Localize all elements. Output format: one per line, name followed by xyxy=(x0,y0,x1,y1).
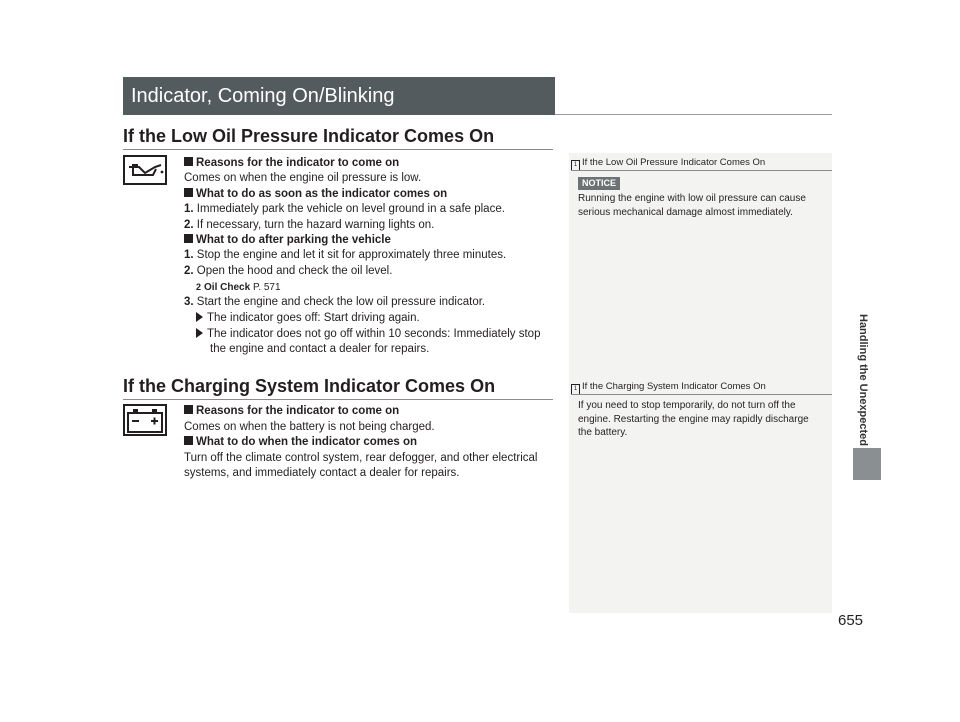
square-bullet-icon xyxy=(184,234,193,243)
charging-note-heading: 1 If the Charging System Indicator Comes On xyxy=(571,381,766,395)
square-bullet-icon xyxy=(184,405,193,414)
side-tab xyxy=(848,300,878,460)
oil-check-reference-link[interactable]: 2 Oil Check P. 571 xyxy=(196,280,281,296)
list-item: 3. Start the engine and check the low oil pressure indicator. xyxy=(184,296,486,308)
section-title-banner: Indicator, Coming On/Blinking xyxy=(123,77,555,115)
oil-reasons-heading: Reasons for the indicator to come on xyxy=(184,156,399,172)
oil-after-heading: What to do after parking the vehicle xyxy=(184,233,391,249)
charging-note-text: If you need to stop temporarily, do not turn off the engine. Restarting the engine may rapidly discharge the battery. xyxy=(578,400,809,438)
oil-note-rule xyxy=(571,170,832,171)
charging-note-rule xyxy=(571,394,832,395)
oil-can-icon xyxy=(123,155,167,185)
note-marker-icon: 1 xyxy=(571,384,580,395)
charging-reasons-heading: Reasons for the indicator to come on xyxy=(184,404,399,420)
square-bullet-icon xyxy=(184,436,193,445)
notice-badge: NOTICE xyxy=(578,177,620,190)
charging-heading-rule xyxy=(123,399,553,400)
charging-reasons-text: Comes on when the battery is not being charged. xyxy=(184,421,435,433)
reference-arrow-icon: 2 xyxy=(196,282,202,292)
page-number: 655 xyxy=(838,612,864,629)
oil-asap-heading: What to do as soon as the indicator comes on xyxy=(184,187,447,203)
banner-rule xyxy=(555,114,832,115)
oil-section-heading: If the Low Oil Pressure Indicator Comes On xyxy=(123,126,495,146)
charging-what-text: Turn off the climate control system, rear defogger, and other electrical xyxy=(184,452,538,464)
charging-what-text: systems, and immediately contact a dealer for repairs. xyxy=(184,467,460,479)
triangle-bullet-icon xyxy=(196,312,203,322)
side-tab-marker xyxy=(853,448,881,480)
list-item-continuation: the engine and contact a dealer for repairs. xyxy=(210,343,430,355)
oil-heading-rule xyxy=(123,149,553,150)
charging-what-heading: What to do when the indicator comes on xyxy=(184,435,417,451)
list-item: 2. Open the hood and check the oil level. xyxy=(184,265,393,277)
note-marker-icon: 1 xyxy=(571,160,580,171)
oil-note-text: Running the engine with low oil pressure can cause serious mechanical damage almost immediately. xyxy=(578,193,806,218)
oil-note-heading: 1 If the Low Oil Pressure Indicator Comes On xyxy=(571,157,765,171)
square-bullet-icon xyxy=(184,188,193,197)
list-item: 2. If necessary, turn the hazard warning lights on. xyxy=(184,219,435,231)
list-item: 1. Immediately park the vehicle on level ground in a safe place. xyxy=(184,203,505,215)
oil-reasons-text: Comes on when the engine oil pressure is low. xyxy=(184,172,422,184)
side-tab-label: Handling the Unexpected xyxy=(857,313,869,447)
list-item: The indicator goes off: Start driving again. xyxy=(196,311,420,327)
list-item: 1. Stop the engine and let it sit for approximately three minutes. xyxy=(184,249,507,261)
charging-section-heading: If the Charging System Indicator Comes On xyxy=(123,376,496,396)
battery-icon xyxy=(123,404,167,436)
list-item: The indicator does not go off within 10 seconds: Immediately stop xyxy=(196,327,540,343)
triangle-bullet-icon xyxy=(196,328,203,338)
square-bullet-icon xyxy=(184,157,193,166)
